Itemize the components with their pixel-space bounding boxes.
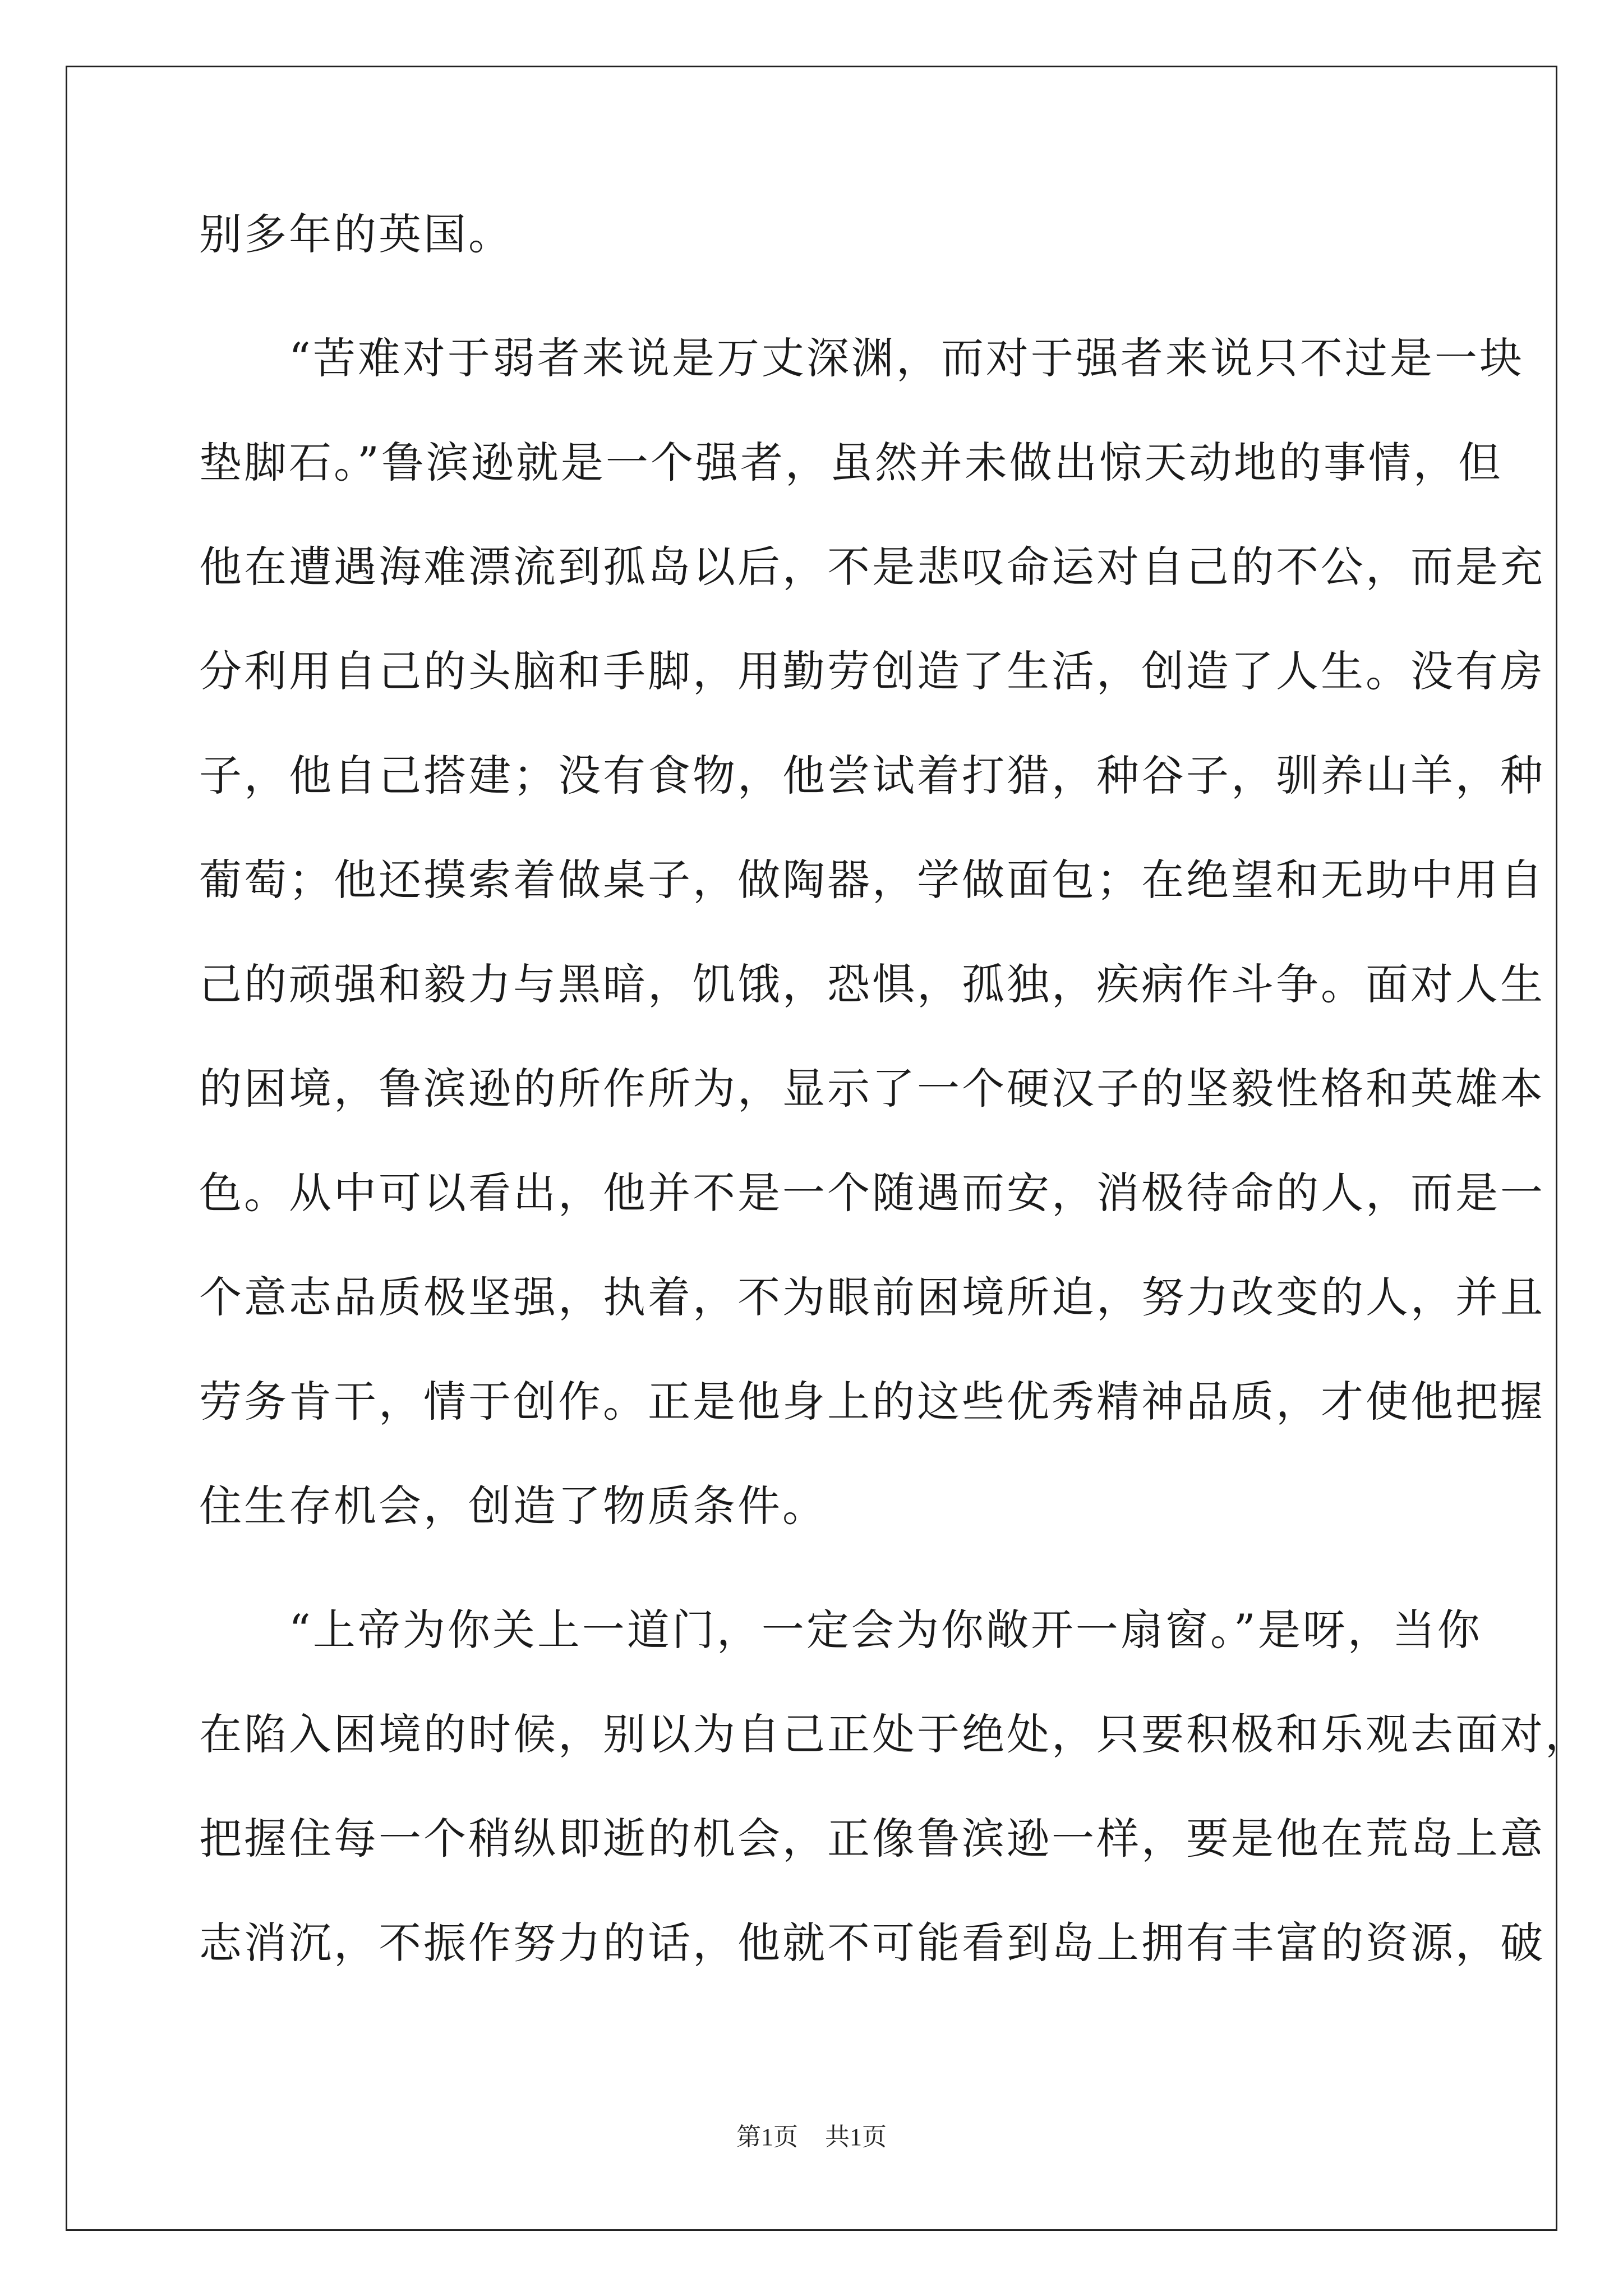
text-line: 把握住每一个稍纵即逝的机会，正像鲁滨逊一样，要是他在荒岛上意 — [199, 1814, 1545, 1864]
page-number-total: 共1页 — [825, 2123, 887, 2151]
text-line: 的困境，鲁滨逊的所作所为，显示了一个硬汉子的坚毅性格和英雄本 — [199, 1064, 1545, 1114]
text-line: 别多年的英国。 — [199, 209, 513, 259]
page-border — [66, 66, 1590, 2231]
text-line: 葡萄；他还摸索着做桌子，做陶器，学做面包；在绝望和无助中用自 — [199, 855, 1545, 905]
text-line: 个意志品质极坚强，执着，不为眼前困境所迫，努力改变的人，并且 — [199, 1272, 1545, 1322]
text-line: 在陷入困境的时候，别以为自己正处于绝处，只要积极和乐观去面对， — [199, 1709, 1590, 1759]
page-footer — [0, 2120, 1623, 2154]
text-line: 分利用自己的头脑和手脚，用勤劳创造了生活，创造了人生。没有房 — [199, 646, 1545, 696]
text-line: 他在遭遇海难漂流到孤岛以后，不是悲叹命运对自己的不公，而是充 — [199, 542, 1545, 592]
text-line: 色。从中可以看出，他并不是一个随遇而安，消极待命的人，而是一 — [199, 1168, 1545, 1218]
text-line: 己的顽强和毅力与黑暗，饥饿，恐惧，孤独，疾病作斗争。面对人生 — [199, 959, 1545, 1009]
text-line: 住生存机会，创造了物质条件。 — [199, 1481, 827, 1531]
text-line: 子，他自己搭建；没有食物，他尝试着打猎，种谷子，驯养山羊，种 — [199, 751, 1545, 800]
page-number-current: 第1页 — [736, 2123, 798, 2151]
text-line: 垫脚石。”鲁滨逊就是一个强者，虽然并未做出惊天动地的事情，但 — [199, 438, 1503, 487]
text-line: 志消沉，不振作努力的话，他就不可能看到岛上拥有丰富的资源，破 — [199, 1918, 1545, 1968]
text-line: “上帝为你关上一道门，一定会为你敞开一扇窗。”是呀，当你 — [199, 1605, 1482, 1655]
text-line: 劳务肯干，情于创作。正是他身上的这些优秀精神品质，才使他把握 — [199, 1377, 1545, 1427]
text-line: “苦难对于弱者来说是万丈深渊，而对于强者来说只不过是一块 — [199, 333, 1524, 383]
